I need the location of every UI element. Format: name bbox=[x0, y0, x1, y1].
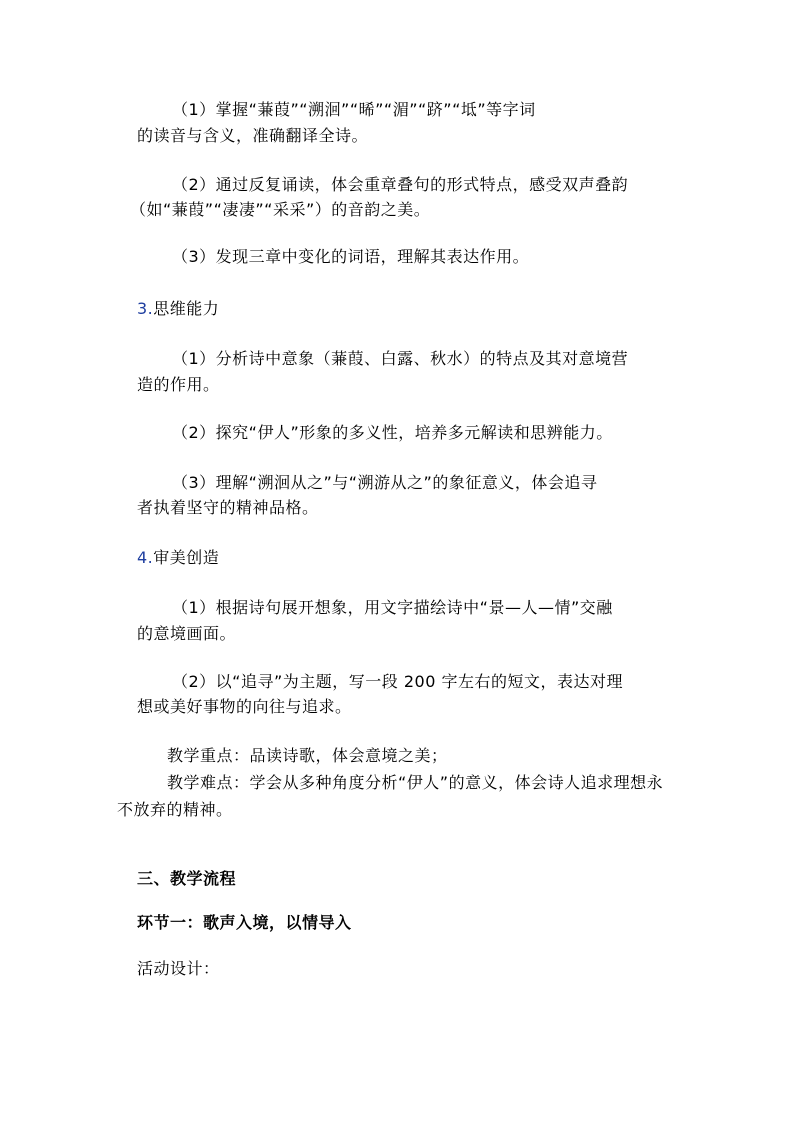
aesthetics-goal-2-line1: （2）以“追寻”为主题，写一段 200 字左右的短文，表达对理 bbox=[172, 672, 623, 691]
teaching-difficulty-line1: 教学难点：学会从多种角度分析“伊人”的意义，体会诗人追求理想永 bbox=[167, 773, 664, 792]
aesthetics-goal-2-line2: 想或美好事物的向往与追求。 bbox=[137, 697, 352, 716]
section-title: 思维能力 bbox=[153, 299, 220, 318]
thinking-goal-2-line1: （2）探究“伊人”形象的多义性，培养多元解读和思辨能力。 bbox=[172, 423, 613, 442]
aesthetics-goal-1-line2: 的意境画面。 bbox=[137, 624, 237, 643]
section-title: 审美创造 bbox=[153, 548, 220, 567]
thinking-goal-1-line1: （1）分析诗中意象（蒹葭、白露、秋水）的特点及其对意境营 bbox=[172, 349, 629, 368]
language-goal-1-line2: 的读音与含义，准确翻译全诗。 bbox=[137, 126, 369, 145]
thinking-goal-3-line1: （3）理解“溯洄从之”与“溯游从之”的象征意义，体会追寻 bbox=[172, 473, 598, 492]
activity-label: 活动设计： bbox=[137, 959, 220, 978]
language-goal-2-line2: （如“蒹葭”“凄凄”“采采”）的音韵之美。 bbox=[130, 200, 431, 219]
thinking-goal-3-line2: 者执着坚守的精神品格。 bbox=[137, 498, 319, 517]
section-number: 4. bbox=[137, 548, 154, 567]
teaching-focus: 教学重点：品读诗歌，体会意境之美； bbox=[167, 746, 448, 765]
step-heading: 环节一：歌声入境，以情导入 bbox=[137, 913, 352, 932]
teaching-difficulty-line2: 不放弃的精神。 bbox=[117, 800, 233, 819]
section-number: 3. bbox=[137, 299, 154, 318]
language-goal-1-line1: （1）掌握“蒹葭”“溯洄”“晞”“湄”“跻”“坻”等字词 bbox=[172, 100, 536, 119]
language-goal-3-line1: （3）发现三章中变化的词语，理解其表达作用。 bbox=[172, 247, 530, 266]
section-heading-process: 三、教学流程 bbox=[137, 869, 237, 888]
aesthetics-goal-1-line1: （1）根据诗句展开想象，用文字描绘诗中“景—人—情”交融 bbox=[172, 598, 613, 617]
section-heading-aesthetics bbox=[137, 547, 219, 569]
section-heading-thinking bbox=[137, 298, 219, 320]
language-goal-2-line1: （2）通过反复诵读，体会重章叠句的形式特点，感受双声叠韵 bbox=[172, 175, 629, 194]
thinking-goal-1-line2: 造的作用。 bbox=[137, 375, 220, 394]
